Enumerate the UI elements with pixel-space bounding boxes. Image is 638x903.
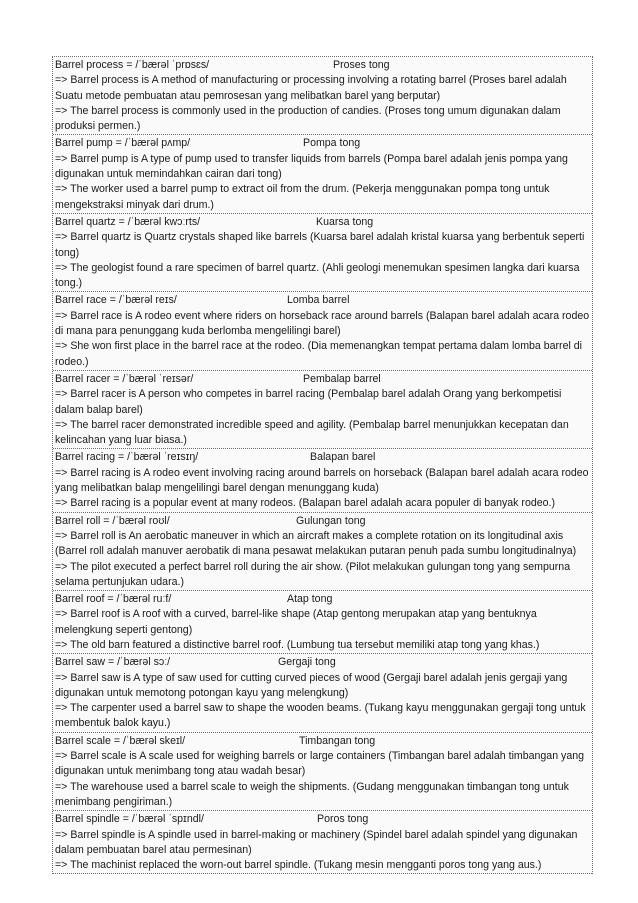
entry-translation: Timbangan tong (299, 734, 376, 747)
entry-example: => The geologist found a rare specimen of barrel quartz. (Ahli geologi menemukan spesimen langka dari kuarsa tong.) (55, 261, 580, 290)
entry-definition: => Barrel racing is A rodeo event involving racing around barrels on horseback (Balapan barel adalah acara rodeo yang melibatkan balap mengelilingi barel dengan menunggang kuda) (55, 466, 589, 495)
entry-term: Barrel quartz = /ˈbærəl kwɔːrts/ (55, 215, 201, 228)
entry-example: => Barrel racing is a popular event at many rodeos. (Balapan barel adalah acara populer di banyak rodeo.) (55, 497, 555, 510)
entry-example: => The barrel process is commonly used in the production of candies. (Proses tong umum digunakan dalam produksi permen.) (55, 104, 561, 133)
entry-translation: Pompa tong (303, 137, 361, 150)
glossary-entry (53, 654, 592, 732)
entry-term: Barrel scale = /ˈbærəl skeɪl/ (55, 734, 186, 747)
entry-definition: => Barrel saw is A type of saw used for cutting curved pieces of wood (Gergaji barel adalah jenis gergaji yang digunakan untuk memotong potongan kayu yang melengkung) (55, 671, 568, 699)
entry-definition: => Barrel roof is A roof with a curved, barrel-like shape (Atap gentong merupakan atap yang bentuknya melengkung seperti gentong) (55, 608, 537, 636)
entry-example: => She won first place in the barrel race at the rodeo. (Dia memenangkan tempat pertama dalam lomba barrel di rodeo.) (55, 340, 583, 368)
entry-term: Barrel pump = /ˈbærəl pʌmp/ (55, 137, 191, 150)
entry-translation: Atap tong (287, 593, 333, 606)
glossary-entry (53, 591, 592, 654)
entry-translation: Poros tong (317, 813, 369, 826)
glossary-entry (53, 57, 592, 135)
entry-term: Barrel racing = /ˈbærəl ˈreɪsɪŋ/ (55, 451, 199, 464)
entry-example: => The warehouse used a barrel scale to weigh the shipments. (Gudang menggunakan timbangan tong untuk menimbang pengiriman.) (55, 780, 569, 808)
glossary-entry (53, 733, 592, 811)
entry-definition: => Barrel racer is A person who competes in barrel racing (Pembalap barel adalah Orang yang berkompetisi dalam balap barel) (55, 388, 562, 416)
glossary-entry (53, 513, 592, 591)
glossary-entry (53, 292, 592, 370)
entry-definition: => Barrel scale is A scale used for weighing barrels or large containers (Timbangan barel adalah timbangan yang digunakan untuk menimbang tong atau wadah besar) (55, 750, 585, 778)
entry-example: => The worker used a barrel pump to extract oil from the drum. (Pekerja menggunakan pompa tong untuk mengekstraksi minyak dari drum.) (55, 183, 550, 211)
glossary-entry (53, 371, 592, 449)
entry-term: Barrel saw = /ˈbærəl sɔː/ (55, 656, 171, 669)
glossary-entry (53, 135, 592, 213)
entry-example: => The pilot executed a perfect barrel roll during the air show. (Pilot melakukan gulungan tong yang sempurna selama pertunjukan udara.) (55, 560, 571, 588)
entry-term: Barrel roof = /ˈbærəl ruːf/ (55, 593, 172, 606)
entry-translation: Pembalap barrel (303, 372, 381, 385)
entry-translation: Proses tong (333, 59, 390, 71)
entry-term: Barrel racer = /ˈbærəl ˈreɪsər/ (55, 372, 194, 385)
entry-example: => The carpenter used a barrel saw to shape the wooden beams. (Tukang kayu menggunakan gergaji tong untuk membentuk balok kayu.) (55, 702, 586, 730)
glossary-entry (53, 811, 592, 874)
entry-definition: => Barrel pump is A type of pump used to transfer liquids from barrels (Pompa barel adalah jenis pompa yang digunakan untuk memindahkan cairan dari tong) (55, 152, 568, 181)
glossary-entry (53, 214, 592, 292)
entry-translation: Kuarsa tong (316, 215, 374, 228)
glossary-entry (53, 449, 592, 512)
entry-definition: => Barrel spindle is A spindle used in barrel-making or machinery (Spindel barel adalah spindel yang digunakan dalam pembuatan barel atau permesinan) (55, 828, 578, 856)
entry-definition: => Barrel roll is An aerobatic maneuver in which an aircraft makes a complete rotation on its longitudinal axis (Barrel roll adalah manuver aerobatik di mana pesawat melakukan putaran penuh pada sumbu longitudinalnya) (55, 529, 577, 558)
glossary-page (52, 56, 593, 874)
entry-example: => The barrel racer demonstrated incredible speed and agility. (Pembalap barrel menunjukkan kecepatan dan kelincahan yang luar biasa.) (55, 418, 569, 447)
entry-definition: => Barrel process is A method of manufacturing or processing involving a rotating barrel (Proses barel adalah Suatu metode pembuatan atau pemrosesan yang melibatkan barel yang berputar) (55, 74, 567, 102)
entry-translation: Lomba barrel (287, 294, 350, 307)
entry-example: => The machinist replaced the worn-out barrel spindle. (Tukang mesin mengganti poros tong yang aus.) (55, 859, 542, 872)
entry-definition: => Barrel quartz is Quartz crystals shaped like barrels (Kuarsa barel adalah kristal kuarsa yang berbentuk seperti tong) (55, 231, 585, 259)
entry-translation: Balapan barel (310, 451, 376, 464)
entry-term: Barrel process = /ˈbærəl ˈprɒsɛs/ (55, 59, 210, 71)
entry-translation: Gulungan tong (296, 514, 366, 527)
entry-term: Barrel spindle = /ˈbærəl ˈspɪndl/ (55, 813, 204, 826)
entry-example: => The old barn featured a distinctive barrel roof. (Lumbung tua tersebut memiliki atap tong yang khas.) (55, 638, 540, 651)
entry-term: Barrel race = /ˈbærəl reɪs/ (55, 294, 177, 307)
entry-definition: => Barrel race is A rodeo event where riders on horseback race around barrels (Balapan barel adalah acara rodeo di mana para penunggang kuda berlomba mengelilingi barel) (55, 309, 590, 338)
entry-term: Barrel roll = /ˈbærəl roʊl/ (55, 514, 170, 527)
entry-translation: Gergaji tong (278, 656, 336, 669)
